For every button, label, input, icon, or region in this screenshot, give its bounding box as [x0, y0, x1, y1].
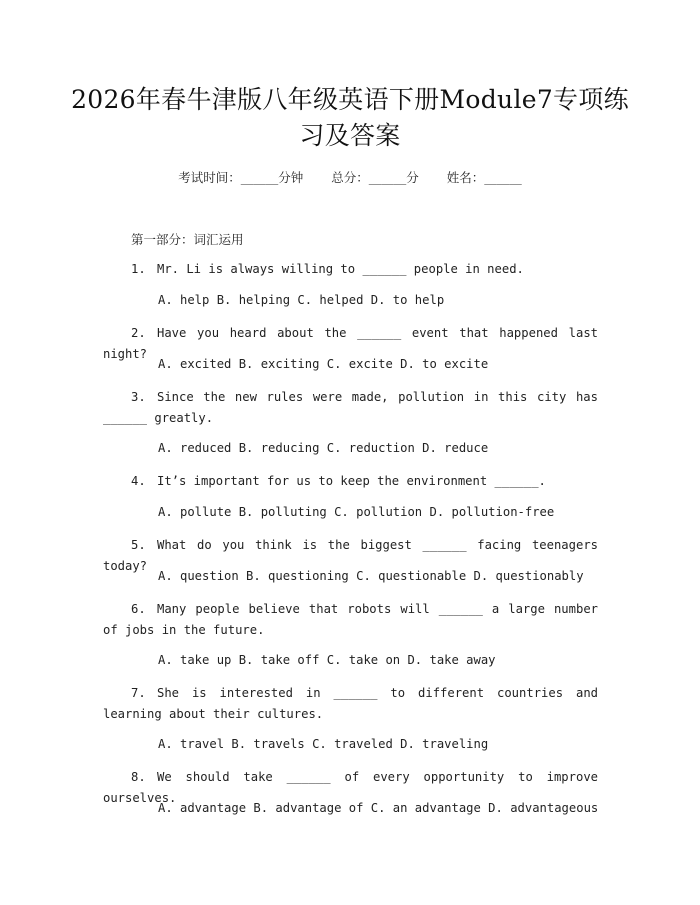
question-number: 2.	[131, 326, 146, 340]
question-item	[103, 259, 598, 280]
question-item	[103, 471, 598, 492]
total-score-field: 总分：______分	[331, 170, 419, 185]
student-name-field: 姓名：______	[446, 170, 522, 185]
question-text: Many people believe that robots will ______ a large number of jobs in the future.	[103, 602, 598, 637]
question-options: A. take up B. take off C. take on D. take away	[158, 653, 496, 667]
question-text: Since the new rules were made, pollution in this city has ______ greatly.	[103, 390, 598, 425]
question-number: 7.	[131, 686, 146, 700]
question-options: A. question B. questioning C. questionable D. questionably	[158, 569, 584, 583]
question-text: It’s important for us to keep the environment ______.	[157, 474, 546, 488]
exam-time-field: 考试时间：______分钟	[178, 170, 304, 185]
question-item	[103, 683, 598, 725]
question-number: 5.	[131, 538, 146, 552]
exam-info-line	[0, 168, 700, 186]
question-number: 3.	[131, 390, 146, 404]
question-text: Mr. Li is always willing to ______ people in need.	[157, 262, 524, 276]
question-options: A. travel B. travels C. traveled D. traveling	[158, 737, 489, 751]
question-text: What do you think is the biggest ______ facing teenagers today?	[103, 538, 598, 573]
question-text: We should take ______ of every opportunity to improve ourselves.	[103, 770, 598, 805]
section-heading: 第一部分：词汇运用	[131, 232, 244, 247]
question-number: 1.	[131, 262, 146, 276]
question-options: A. advantage B. advantage of C. an advantage D. advantageous	[158, 801, 599, 815]
question-item	[103, 599, 598, 641]
question-text: Have you heard about the ______ event that happened last night?	[103, 326, 598, 361]
question-text: She is interested in ______ to different countries and learning about their cultures.	[103, 686, 598, 721]
question-number: 8.	[131, 770, 146, 784]
question-options: A. reduced B. reducing C. reduction D. reduce	[158, 441, 489, 455]
question-item	[103, 387, 598, 429]
document-title: 2026年春牛津版八年级英语下册Module7专项练习及答案	[71, 85, 629, 150]
question-number: 6.	[131, 602, 146, 616]
question-number: 4.	[131, 474, 146, 488]
question-options: A. pollute B. polluting C. pollution D. pollution-free	[158, 505, 555, 519]
question-options: A. help B. helping C. helped D. to help	[158, 293, 445, 307]
question-options: A. excited B. exciting C. excite D. to excite	[158, 357, 489, 371]
